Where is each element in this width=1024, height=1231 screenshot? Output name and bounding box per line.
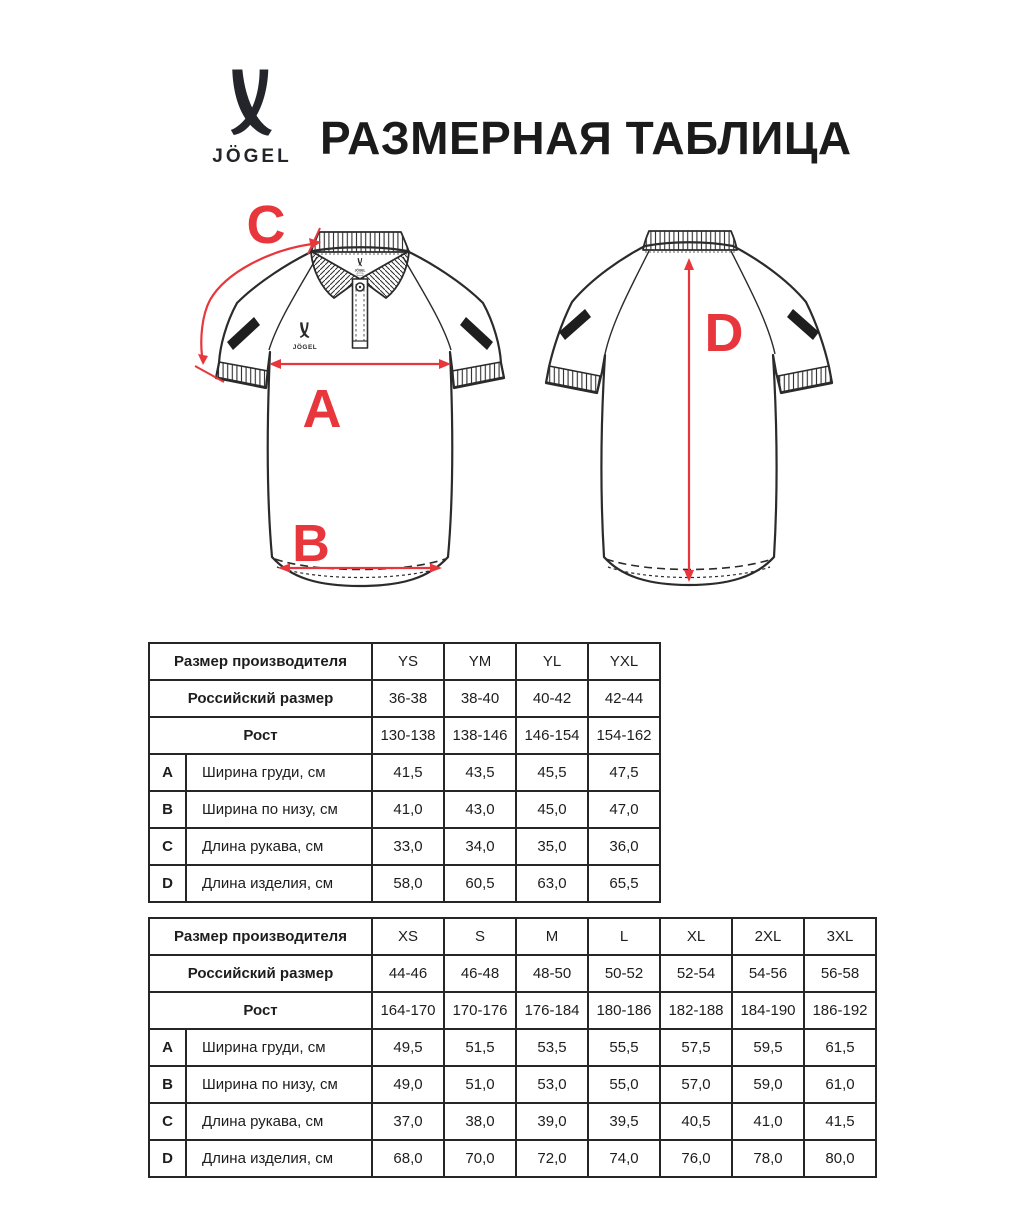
- measure-value: 41,5: [804, 1103, 876, 1140]
- measure-value: 72,0: [516, 1140, 588, 1177]
- size-table: [148, 917, 877, 1178]
- size-value: 164-170: [372, 992, 444, 1029]
- size-value: 40-42: [516, 680, 588, 717]
- measure-value: 53,0: [516, 1066, 588, 1103]
- measure-value: 34,0: [444, 828, 516, 865]
- size-value: 52-54: [660, 955, 732, 992]
- measure-label: Ширина по низу, см: [186, 791, 372, 828]
- measure-value: 51,5: [444, 1029, 516, 1066]
- table-row: [149, 1066, 876, 1103]
- measure-value: 47,5: [588, 754, 660, 791]
- size-value: 44-46: [372, 955, 444, 992]
- measure-letter: B: [149, 791, 186, 828]
- size-col-header: YXL: [588, 643, 660, 680]
- measure-value: 36,0: [588, 828, 660, 865]
- table-row: [149, 754, 660, 791]
- measure-label: Ширина груди, см: [186, 754, 372, 791]
- table-row: [149, 918, 876, 955]
- size-value: 54-56: [732, 955, 804, 992]
- measure-letter: B: [149, 1066, 186, 1103]
- size-value: 46-48: [444, 955, 516, 992]
- size-value: 48-50: [516, 955, 588, 992]
- marker-C: C: [246, 195, 286, 255]
- size-col-header: L: [588, 918, 660, 955]
- size-value: 184-190: [732, 992, 804, 1029]
- measure-value: 59,5: [732, 1029, 804, 1066]
- measure-letter: D: [149, 1140, 186, 1177]
- table-row: [149, 955, 876, 992]
- size-value: 170-176: [444, 992, 516, 1029]
- measure-value: 63,0: [516, 865, 588, 902]
- measure-value: 37,0: [372, 1103, 444, 1140]
- measure-letter: C: [149, 828, 186, 865]
- size-value: 180-186: [588, 992, 660, 1029]
- size-value: 56-58: [804, 955, 876, 992]
- polo-front-drawing: [216, 232, 504, 586]
- back-collar: [643, 231, 737, 252]
- size-value: 138-146: [444, 717, 516, 754]
- measure-value: 76,0: [660, 1140, 732, 1177]
- measure-value: 80,0: [804, 1140, 876, 1177]
- measure-letter: A: [149, 1029, 186, 1066]
- table-row: [149, 1029, 876, 1066]
- size-col-header: M: [516, 918, 588, 955]
- chest-logo-text: JÖGEL: [292, 344, 318, 351]
- measure-value: 55,0: [588, 1066, 660, 1103]
- table-row: [149, 643, 660, 680]
- size-value: 130-138: [372, 717, 444, 754]
- measure-value: 60,5: [444, 865, 516, 902]
- manufacturer-size-label: Размер производителя: [149, 918, 372, 955]
- measure-value: 59,0: [732, 1066, 804, 1103]
- measure-letter: C: [149, 1103, 186, 1140]
- table-row-label: Российский размер: [149, 955, 372, 992]
- table-row: [149, 1103, 876, 1140]
- table-row-label: Российский размер: [149, 680, 372, 717]
- marker-D: D: [704, 303, 744, 363]
- placket: [353, 279, 368, 348]
- size-value: 50-52: [588, 955, 660, 992]
- measure-value: 41,5: [372, 754, 444, 791]
- brand-name: JÖGEL: [212, 146, 292, 167]
- size-col-header: XS: [372, 918, 444, 955]
- size-col-header: YS: [372, 643, 444, 680]
- measure-value: 57,5: [660, 1029, 732, 1066]
- table-row-label: Рост: [149, 717, 372, 754]
- measure-value: 55,5: [588, 1029, 660, 1066]
- manufacturer-size-label: Размер производителя: [149, 643, 372, 680]
- size-value: 176-184: [516, 992, 588, 1029]
- measure-value: 65,5: [588, 865, 660, 902]
- measure-label: Длина рукава, см: [186, 1103, 372, 1140]
- measure-value: 58,0: [372, 865, 444, 902]
- table-row: [149, 717, 660, 754]
- size-col-header: YM: [444, 643, 516, 680]
- size-col-header: XL: [660, 918, 732, 955]
- measure-value: 51,0: [444, 1066, 516, 1103]
- size-value: 182-188: [660, 992, 732, 1029]
- marker-B: B: [292, 515, 330, 573]
- measure-value: 61,0: [804, 1066, 876, 1103]
- size-diagram: [140, 195, 890, 605]
- measure-label: Ширина груди, см: [186, 1029, 372, 1066]
- measure-value: 61,5: [804, 1029, 876, 1066]
- table-row: [149, 791, 660, 828]
- measure-value: 49,5: [372, 1029, 444, 1066]
- measure-value: 45,0: [516, 791, 588, 828]
- size-value: 36-38: [372, 680, 444, 717]
- measure-value: 53,5: [516, 1029, 588, 1066]
- size-col-header: 3XL: [804, 918, 876, 955]
- page-title: РАЗМЕРНАЯ ТАБЛИЦА: [320, 111, 852, 164]
- measure-label: Длина рукава, см: [186, 828, 372, 865]
- measure-letter: D: [149, 865, 186, 902]
- size-table-youth: [148, 642, 661, 903]
- measure-value: 74,0: [588, 1140, 660, 1177]
- measure-value: 39,0: [516, 1103, 588, 1140]
- measure-value: 68,0: [372, 1140, 444, 1177]
- size-value: 42-44: [588, 680, 660, 717]
- table-row: [149, 1140, 876, 1177]
- measure-label: Длина изделия, см: [186, 1140, 372, 1177]
- size-table-adult: [148, 917, 877, 1178]
- table-row: [149, 680, 660, 717]
- measure-value: 70,0: [444, 1140, 516, 1177]
- measure-value: 49,0: [372, 1066, 444, 1103]
- measure-value: 39,5: [588, 1103, 660, 1140]
- measure-value: 38,0: [444, 1103, 516, 1140]
- size-value: 38-40: [444, 680, 516, 717]
- size-col-header: S: [444, 918, 516, 955]
- measure-label: Длина изделия, см: [186, 865, 372, 902]
- neck-label-text: JÖGEL: [354, 268, 366, 273]
- brand-logo-icon: [215, 64, 287, 144]
- size-col-header: YL: [516, 643, 588, 680]
- measure-letter: A: [149, 754, 186, 791]
- size-col-header: 2XL: [732, 918, 804, 955]
- table-row: [149, 828, 660, 865]
- measure-label: Ширина по низу, см: [186, 1066, 372, 1103]
- size-value: 154-162: [588, 717, 660, 754]
- measure-value: 57,0: [660, 1066, 732, 1103]
- table-row: [149, 865, 660, 902]
- measure-value: 43,0: [444, 791, 516, 828]
- size-table: [148, 642, 661, 903]
- measure-value: 47,0: [588, 791, 660, 828]
- measure-value: 78,0: [732, 1140, 804, 1177]
- measure-value: 41,0: [372, 791, 444, 828]
- table-row: [149, 992, 876, 1029]
- size-value: 186-192: [804, 992, 876, 1029]
- measure-value: 33,0: [372, 828, 444, 865]
- measure-value: 45,5: [516, 754, 588, 791]
- measure-value: 35,0: [516, 828, 588, 865]
- measure-value: 40,5: [660, 1103, 732, 1140]
- measure-value: 41,0: [732, 1103, 804, 1140]
- marker-A: A: [302, 379, 342, 439]
- measure-value: 43,5: [444, 754, 516, 791]
- size-value: 146-154: [516, 717, 588, 754]
- table-row-label: Рост: [149, 992, 372, 1029]
